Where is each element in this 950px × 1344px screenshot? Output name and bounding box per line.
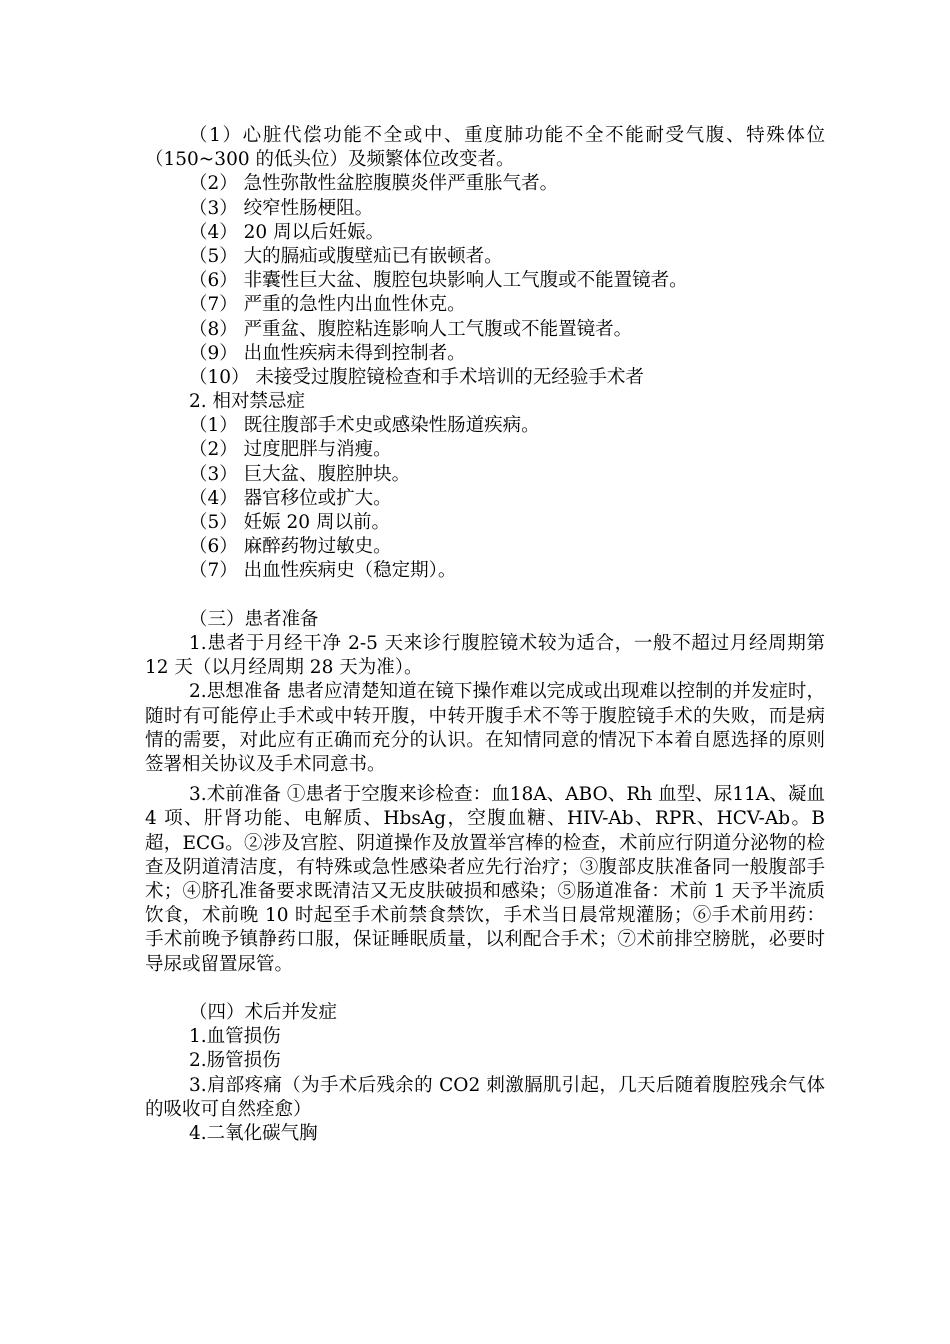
- relative-contraindications-heading: 2. 相对禁忌症: [189, 391, 306, 413]
- relative-contraindication-item: （3） 巨大盆、腹腔肿块。: [189, 463, 411, 485]
- absolute-contraindication-item: （5） 大的膈疝或腹壁疝已有嵌顿者。: [189, 245, 503, 267]
- patient-preparation-paragraph-1: 1.患者于月经干净 2-5 天来诊行腹腔镜术较为适合，一般不超过月经周期第 12 天（以月经周期 28 天为准）。: [145, 632, 825, 679]
- absolute-contraindication-item: （2） 急性弥散性盆腔腹膜炎伴严重胀气者。: [189, 173, 559, 195]
- patient-preparation-heading: （三）患者准备: [189, 608, 319, 630]
- absolute-contraindication-item: （4） 20 周以后妊娠。: [189, 221, 385, 243]
- spacer: [145, 584, 825, 608]
- complication-item: 1.血管损伤: [189, 1026, 281, 1048]
- complications-heading: （四）术后并发症: [189, 1002, 338, 1023]
- relative-contraindication-item: （6） 麻醉药物过敏史。: [189, 536, 392, 558]
- absolute-contraindication-item: （8） 严重盆、腹腔粘连影响人工气腹或不能置镜者。: [189, 318, 633, 340]
- relative-contraindication-item: （2） 过度肥胖与消瘦。: [189, 439, 392, 461]
- relative-contraindication-item: （7） 出血性疾病史（稳定期）。: [189, 560, 457, 582]
- complication-item: 2.肠管损伤: [189, 1050, 281, 1072]
- patient-preparation-paragraph-2: 2.思想准备 患者应清楚知道在镜下操作难以完成或出现难以控制的并发症时，随时有可能停止手术或中转开腹，中转开腹手术不等于腹腔镜手术的失败，而是病情的需要，对此应有正确而充分的认识。在知情同意的情况下本着自愿选择的原则签署相关协议及手术同意书。: [145, 681, 825, 775]
- relative-contraindication-item: （5） 妊娠 20 周以前。: [189, 512, 390, 534]
- absolute-contraindication-item: （6） 非囊性巨大盆、腹腔包块影响人工气腹或不能置镜者。: [189, 270, 688, 292]
- absolute-contraindication-item-1: （1）心脏代偿功能不全或中、重度肺功能不全不能耐受气腹、特殊体位（150~300 的低头位）及频繁体位改变者。: [145, 125, 825, 171]
- complication-item: 3.肩部疼痛（为手术后残余的 CO2 刺激膈肌引起，几天后随着腹腔残余气体的吸收可自然痊愈）: [145, 1074, 825, 1120]
- document-body: [145, 124, 825, 1146]
- relative-contraindication-item: （4） 器官移位或扩大。: [189, 487, 392, 509]
- absolute-contraindication-item: （9） 出血性疾病未得到控制者。: [189, 342, 466, 364]
- patient-preparation-paragraph-3: 3.术前准备 ①患者于空腹来诊检查：血18A、ABO、Rh 血型、尿11A、凝血 4 项、肝肾功能、电解质、HbsAg，空腹血糖、HIV-Ab、RPR、HCV-Ab。B 超，ECG。②涉及宫腔、阴道操作及放置举宫棒的检查，术前应行阴道分泌物的检查及阴道清洁度，有特殊或急性感染者应先行治疗；③腹部皮肤准备同一般腹部手术；④脐孔准备要求既清洁又无皮肤破损和感染；⑤肠道准备：术前 1 天予半流质饮食，术前晚 10 时起至手术前禁食禁饮，手术当日晨常规灌肠；⑥手术前用药：手术前晚予镇静药口服，保证睡眠质量，以利配合手术；⑦术前排空膀胱，必要时导尿或留置尿管。: [145, 784, 825, 975]
- absolute-contraindication-item: （3） 绞窄性肠梗阻。: [189, 197, 374, 219]
- absolute-contraindication-item: （7） 严重的急性内出血性休克。: [189, 294, 466, 316]
- spacer: [145, 977, 825, 1001]
- absolute-contraindication-item: （10） 未接受过腹腔镜检查和手术培训的无经验手术者: [189, 366, 644, 388]
- complication-item: 4.二氧化碳气胸: [189, 1122, 318, 1144]
- relative-contraindication-item: （1） 既往腹部手术史或感染性肠道疾病。: [189, 415, 540, 437]
